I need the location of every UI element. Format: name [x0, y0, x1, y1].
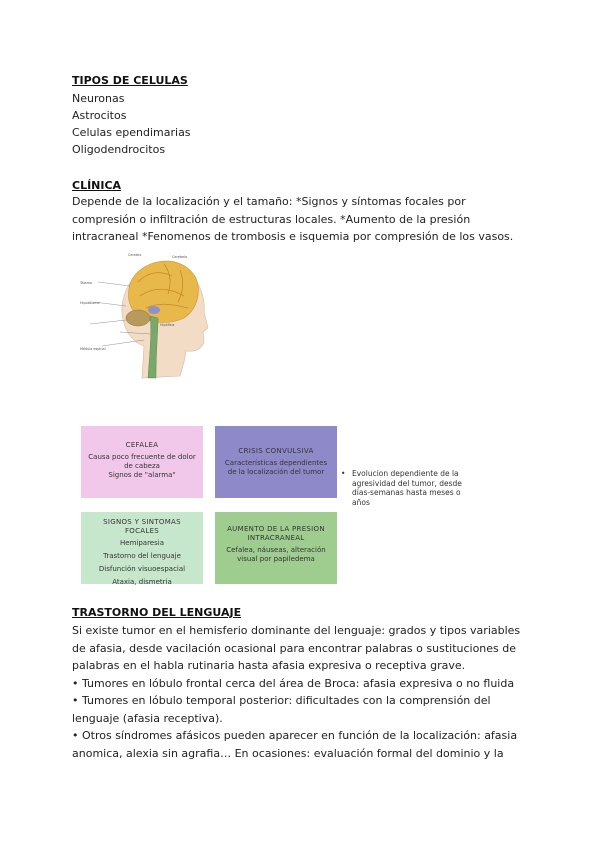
box-title: AUMENTO DE LA PRESION INTRACRANEAL	[227, 525, 325, 542]
figure-label: Hipófisis	[160, 323, 175, 327]
lenguaje-paragraph: Si existe tumor en el hemisferio dominante del lenguaje: grados y tipos variables de afasia, desde vacilación ocasional para encontrar palabras o sustituciones de palabras en el habla rutinaria hasta afasia expresiva o receptiva grave.	[72, 624, 521, 672]
box-line: Disfunción visuoespacial	[98, 565, 186, 573]
cell-type-item: Celulas ependimarias	[72, 126, 191, 139]
box-title: SIGNOS Y SINTOMAS FOCALES	[103, 518, 181, 535]
cell-type-item: Oligodendrocitos	[72, 143, 166, 156]
figure-label: Médula espinal	[80, 347, 106, 351]
figure-label: Tálamo	[80, 281, 92, 285]
box-line: Causa poco frecuente de dolor de cabeza	[88, 453, 196, 470]
presion-intracraneal-box	[215, 512, 337, 584]
lenguaje-body	[72, 622, 532, 762]
box-line: Características dependientes de la localización del tumor	[224, 459, 328, 476]
box-line: Cefalea, náuseas, alteración visual por papiledema	[226, 546, 326, 563]
crisis-convulsiva-box	[215, 426, 337, 498]
tipos-heading: TIPOS DE CELULAS	[72, 74, 188, 87]
lenguaje-paragraph: • Tumores en lóbulo temporal posterior: dificultades con la comprensión del lenguaje (afasia receptiva).	[72, 694, 491, 725]
figure-label: Hipotálamo	[80, 301, 100, 305]
figure-label: Cerebelo	[172, 255, 188, 259]
cell-type-item: Astrocitos	[72, 109, 127, 122]
figure-label: Cerebro	[128, 253, 142, 257]
box-title: CEFALEA	[125, 441, 159, 449]
bullet: •	[341, 469, 346, 478]
brain-anatomy-figure	[80, 250, 220, 385]
box-line: Ataxia, dismetria	[112, 578, 172, 586]
clinica-heading: CLÍNICA	[72, 179, 122, 192]
lenguaje-paragraph: • Otros síndromes afásicos pueden aparecer en función de la localización: afasia anomica, alexia sin agrafia… En ocasiones: evaluación formal del dominio y la	[72, 729, 518, 760]
cefalea-box	[81, 426, 203, 498]
cell-type-item: Neuronas	[72, 92, 125, 105]
box-line: Signos de "alarma"	[108, 471, 176, 479]
clinica-text: Depende de la localización y el tamaño: *Signos y síntomas focales por compresión o infiltración de estructuras locales. *Aumento de la presión intracraneal *Fenomenos de trombosis e isquemia por compresión de los vasos.	[72, 195, 514, 243]
box-title: CRISIS CONVULSIVA	[238, 447, 314, 455]
lenguaje-paragraph: • Tumores en lóbulo frontal cerca del área de Broca: afasia expresiva o no fluida	[72, 676, 515, 690]
evolucion-text: Evolucion dependiente de la agresividad del tumor, desde días-semanas hasta meses o años	[352, 469, 462, 507]
box-line: Hemiparesia	[120, 539, 164, 547]
box-line: Trastorno del lenguaje	[103, 552, 181, 560]
lenguaje-heading: TRASTORNO DEL LENGUAJE	[72, 606, 242, 619]
signos-focales-box	[81, 512, 203, 584]
